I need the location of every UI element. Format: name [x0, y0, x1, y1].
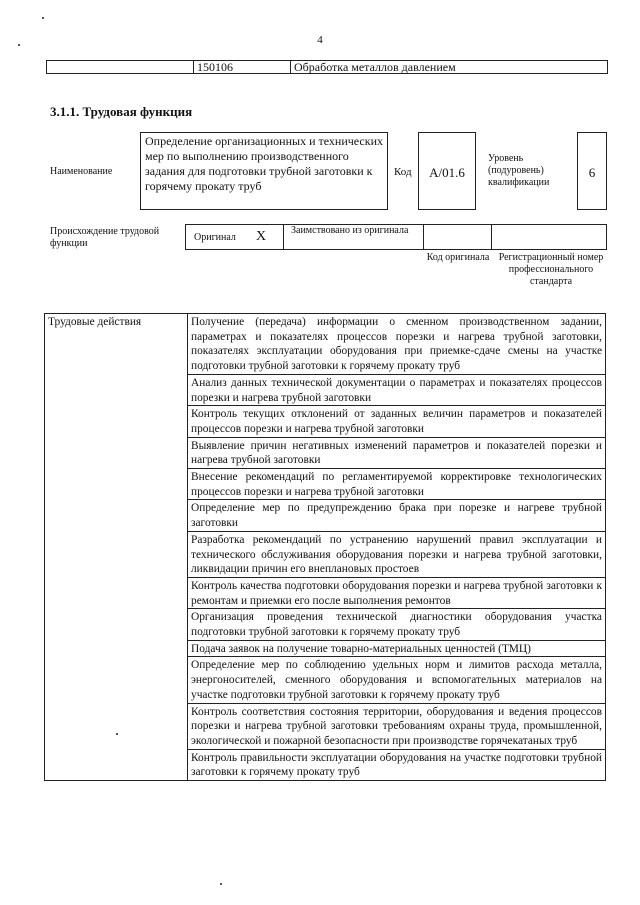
section-title: 3.1.1. Трудовая функция [50, 104, 193, 119]
scan-speck [18, 44, 20, 46]
list-item: Контроль качества подготовки оборудования порезки и нагрева трубной заготовки к ремонтам и приемки его после выполнения ремонтов [188, 577, 606, 608]
borrowed-label: Заимствовано из оригинала [291, 225, 409, 236]
list-item: Контроль правильности эксплуатации оборудования на участке подготовки трубной заготовки к горячему прокату труб [188, 749, 606, 780]
original-label: Оригинал [194, 232, 236, 243]
original-mark: X [256, 229, 267, 244]
page-number: 4 [317, 34, 323, 46]
list-item: Подача заявок на получение товарно-материальных ценностей (ТМЦ) [188, 640, 606, 657]
list-item: Определение мер по предупреждению брака при порезке и нагреве трубной заготовки [188, 500, 606, 531]
list-item: Организация проведения технической диагностики оборудования участка подготовки трубной заготовки к горячему прокату труб [188, 609, 606, 640]
labor-actions-header: Трудовые действия [45, 314, 188, 781]
origin-label: Происхождение трудовой функции [50, 226, 160, 249]
list-item: Внесение рекомендаций по регламентируемой корректировке технологических процессов порезки и нагрева трубной заготовки [188, 469, 606, 500]
list-item: Определение мер по соблюдению удельных норм и лимитов расхода металла, энергоносителей, сменного оборудования и вспомогательных материалов на участке подготовки трубной заготовки к горячему прокату труб [188, 657, 606, 703]
divider [283, 224, 284, 250]
function-code-value: A/01.6 [429, 165, 465, 180]
function-name-box [140, 132, 388, 210]
empty-cell [47, 61, 194, 74]
level-box [577, 132, 607, 210]
level-value: 6 [588, 165, 596, 180]
scan-speck [116, 733, 118, 735]
list-item: Выявление причин негативных изменений параметров и показателей порезки и нагрева трубной заготовки [188, 437, 606, 468]
scan-speck [42, 17, 44, 19]
orig-code-caption: Код оригинала [426, 252, 490, 263]
list-item: Контроль соответствия состояния территории, оборудования и ведения процессов порезки и нагрева трубной заготовки требованиям охраны труда, промышленной, экологической и пожарной безопасности при производстве горячекатаных труб [188, 703, 606, 749]
list-item: Анализ данных технической документации о параметрах и показателях процессов порезки и нагрева трубной заготовки [188, 374, 606, 405]
name-label: Наименование [50, 166, 113, 177]
divider [423, 224, 424, 250]
table-row [45, 314, 606, 375]
list-item: Разработка рекомендаций по устранению нарушений правил эксплуатации и технического обслуживания оборудования порезки и нагрева трубной заготовки, ликвидации причин его внеплановых простоев [188, 531, 606, 577]
table-row [47, 61, 608, 74]
code-label: Код [394, 166, 412, 178]
list-item: Получение (передача) информации о сменном производственном задании, параметрах и показателях процессов порезки и нагрева трубной заготовки, показателях эксплуатации оборудования при приемке-сдаче смены на участке подготовки трубной заготовки к горячему прокату труб [188, 314, 606, 375]
list-item: Контроль текущих отклонений от заданных величин параметров и показателей процессов порезки и нагрева трубной заготовки [188, 406, 606, 437]
specialty-code: 150106 [194, 61, 291, 74]
reg-number-caption: Регистрационный номер профессионального стандарта [498, 252, 604, 287]
labor-actions-table [44, 313, 606, 781]
divider [491, 224, 492, 250]
function-code-box [418, 132, 476, 210]
function-name-value: Определение организационных и технических мер по выполнению производственного задания для подготовки трубной заготовки к горячему прокату труб [145, 134, 383, 193]
level-label: Уровень (подуровень) квалификации [488, 153, 550, 188]
scan-speck [220, 883, 222, 885]
specialty-code-table [46, 60, 608, 74]
specialty-name: Обработка металлов давлением [291, 61, 608, 74]
